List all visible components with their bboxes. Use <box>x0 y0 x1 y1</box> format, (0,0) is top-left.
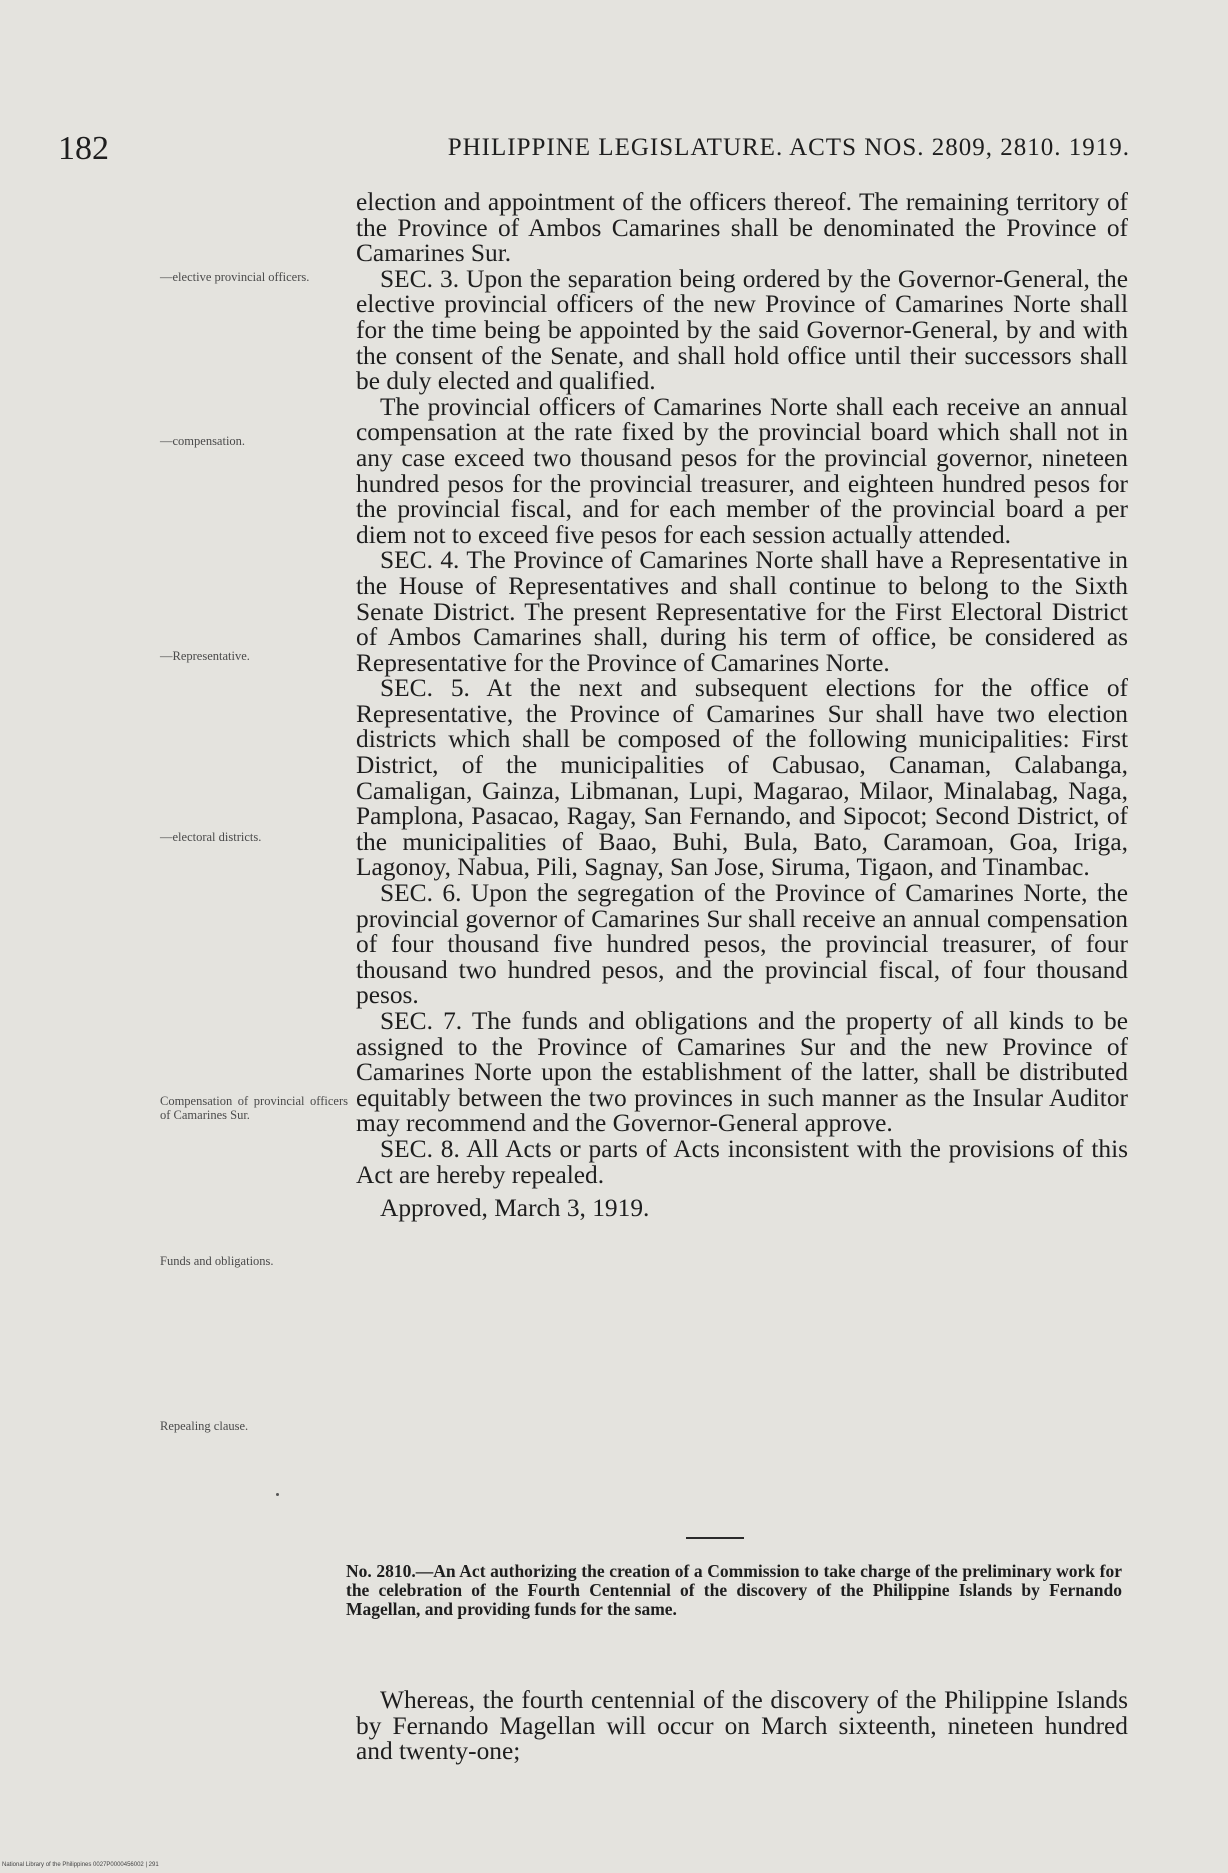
paragraph-continuation: election and appointment of the officers thereof. The remaining territory of the Province of Ambos Camarines shall be denominated the Province of Camarines Sur. <box>356 188 1128 268</box>
section-label: SEC. 4. <box>380 546 460 575</box>
section-text: The funds and obligations and the property of all kinds to be assigned to the Province of Camarines Sur and the new Province of Camarines Norte upon the establishment of the latter, shall be distributed equitably between the two provinces in such manner as the Insular Auditor may recommend and the Governor-General approve. <box>356 1007 1129 1138</box>
section-6 <box>356 881 1128 1009</box>
section-label: SEC. 7. <box>380 1007 463 1035</box>
page-number: 182 <box>58 130 109 167</box>
running-title: PHILIPPINE LEGISLATURE. ACTS NOS. 2809, 2810. 1919. <box>447 134 1130 161</box>
margin-note-funds: Funds and obligations. <box>160 1254 274 1268</box>
scan-source-footer: National Library of the Philippines 0027P0000456002 | 291 <box>2 1862 159 1868</box>
section-3 <box>356 264 1128 396</box>
section-label: SEC. 8. <box>380 1134 460 1163</box>
section-text: Upon the separation being ordered by the Governor-General, the elective provincial officers of the new Province of Camarines Norte shall for the time being be appointed by the said Governor-General, by and with the consent of the Senate, and shall hold office until their successors shall be duly elected and qualified. <box>356 264 1128 396</box>
section-7 <box>356 1009 1128 1137</box>
compensation-paragraph: The provincial officers of Camarines Norte shall each receive an annual compensation at the rate fixed by the provincial board which shall not in any case exceed two thousand pesos for the provincial governor, nineteen hundred pesos for the provincial treasurer, and eighteen hundred pesos for the provincial fiscal, and for each member of the provincial board a per diem not to exceed five pesos for each session actually attended. <box>356 392 1128 549</box>
margin-note-electoral: —electoral districts. <box>160 830 262 844</box>
act-2810-heading <box>346 1562 1122 1619</box>
whereas-clause-block <box>356 1688 1128 1765</box>
approval-date: Approved, March 3, 1919. <box>380 1194 650 1223</box>
act-title: —An Act authorizing the creation of a Commission to take charge of the preliminary work for the celebration of the Fourth Centennial of the discovery of the Philippine Islands by Fernando Magellan, and providing funds for the same. <box>346 1561 1122 1619</box>
ink-speck <box>276 1493 279 1496</box>
section-text: All Acts or parts of Acts inconsistent with the provisions of this Act are hereby repealed. <box>356 1134 1129 1189</box>
body-text <box>356 190 1128 1222</box>
section-text: Upon the segregation of the Province of Camarines Norte, the provincial governor of Camarines Sur shall receive an annual compensation of four thousand five hundred pesos, the provincial treasurer, of four thousand two hundred pesos, and the provincial fiscal, of four thousand pesos. <box>356 879 1128 1010</box>
margin-note-representative: —Representative. <box>160 649 250 663</box>
section-text: The Province of Camarines Norte shall have a Representative in the House of Representatives and shall continue to belong to the Sixth Senate District. The present Representative for the First Electoral District of Ambos Camarines shall, during his term of office, be considered as Representative for the Province of Camarines Norte. <box>356 546 1128 677</box>
section-text: At the next and subsequent elections for the office of Representative, the Province of Camarines Sur shall have two election districts which shall be composed of the following municipalities: First District, of the municipalities of Cabusao, Canaman, Calabanga, Camaligan, Gainza, Libmanan, Lupi, Magarao, Milaor, Minalabag, Naga, Pamplona, Pasacao, Ragay, San Fernando, and Sipocot; Second District, of the municipalities of Baao, Buhi, Bula, Bato, Caramoan, Goa, Iriga, Lagonoy, Nabua, Pili, Sagnay, San Jose, Siruma, Tigaon, and Tinambac. <box>356 674 1128 882</box>
section-4 <box>356 548 1128 676</box>
margin-note-compensation: —compensation. <box>160 434 246 448</box>
section-label: SEC. 5. <box>380 674 470 703</box>
section-5 <box>356 676 1128 881</box>
margin-note-compensation-sur: Compensation of provincial officers of Camarines Sur. <box>160 1094 348 1122</box>
act-number: No. 2810. <box>346 1561 416 1581</box>
section-divider <box>686 1537 744 1539</box>
section-label: SEC. 6. <box>380 879 462 908</box>
section-8 <box>356 1134 1129 1189</box>
margin-note-elective: —elective provincial officers. <box>160 270 310 284</box>
section-label: SEC. 3. <box>380 264 460 293</box>
margin-note-repealing: Repealing clause. <box>160 1419 249 1433</box>
whereas-clause: Whereas, the fourth centennial of the discovery of the Philippine Islands by Fernando Magellan will occur on March sixteenth, nineteen hundred and twenty-one; <box>356 1686 1128 1766</box>
